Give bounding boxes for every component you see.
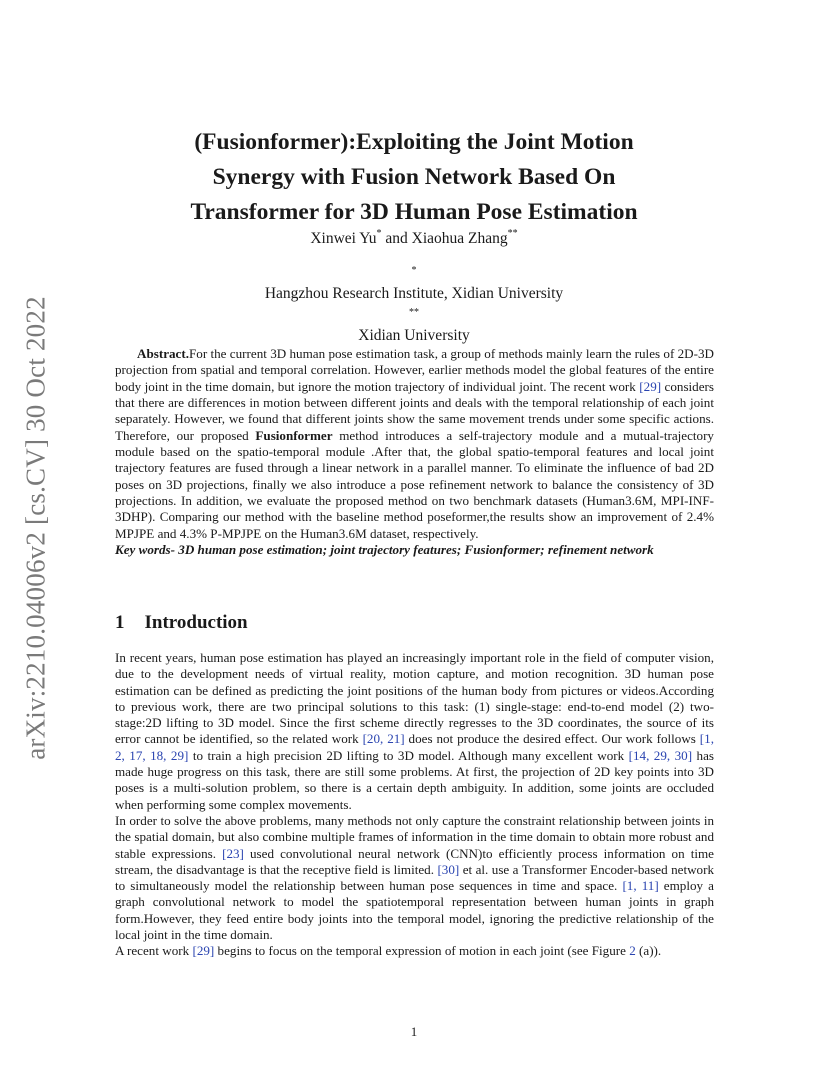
paragraph-text: to train a high precision 2D lifting to 3D model. Although many excellent work <box>188 747 629 763</box>
author-mark: ** <box>507 228 518 239</box>
paragraph <box>115 943 714 959</box>
affiliation <box>110 304 718 346</box>
affiliations <box>110 262 718 346</box>
arxiv-sidebar <box>10 288 62 768</box>
section-number: 1 <box>115 612 125 633</box>
paper-title <box>110 125 718 230</box>
citation-link[interactable]: [30] <box>437 861 460 877</box>
paragraph-text: (a)). <box>635 943 662 959</box>
paragraph-text: A recent work <box>115 943 193 959</box>
paragraph <box>115 813 714 943</box>
paragraph-text: employ a graph convolutional network to model the spatiotemporal representation between human joints in graph form.However, they feed entire body joints into the temporal model, ignoring the predictive relationship of the local joint in the time domain. <box>115 878 714 943</box>
author-name: Xiaohua Zhang <box>411 230 508 247</box>
abstract-text: considers that there are differences in motion between different joints and deals with the temporal relationship of each joint separately. However, we found that different joints show the same movement trends under some specific actions. Therefore, our proposed <box>115 378 714 443</box>
paragraph-text: et al. use a Transformer Encoder-based network to simultaneously model the relationship between human pose sequences in time and space. <box>115 861 715 894</box>
citation-link[interactable]: [29] <box>639 378 662 394</box>
arxiv-identifier: arXiv:2210.04006v2 [cs.CV] 30 Oct 2022 <box>20 296 51 760</box>
affiliation-text: Hangzhou Research Institute, Xidian University <box>264 285 564 302</box>
affiliation-mark: * <box>411 265 417 276</box>
abstract <box>115 346 714 558</box>
abstract-text: method introduces a self-trajectory module and a mutual-trajectory module based on the spatio-temporal module .After that, the global spatio-temporal features and local joint trajectory features are fused through a linear network in a parallel manner. To eliminate the influence of bad 2D poses on 3D projections, finally we also introduce a pose refinement network to balance the consistency of 3D projections. In addition, we evaluate the proposed method on two benchmark datasets (Human3.6M, MPI-INF-3DHP). Comparing our method with the baseline method poseformer,the results show an improvement of 2.4% MPJPE and 4.3% P-MPJPE on the Human3.6M dataset, respectively. <box>115 427 714 541</box>
section-title: Introduction <box>144 612 248 633</box>
abstract-label: Abstract. <box>137 346 189 361</box>
citation-link[interactable]: [29] <box>192 943 215 959</box>
paragraph <box>115 650 714 813</box>
keywords: Key words- 3D human pose estimation; joint trajectory features; Fusionformer; refinement network <box>115 542 654 558</box>
title-line: (Fusionformer):Exploiting the Joint Motion <box>194 129 634 155</box>
paragraph-text: begins to focus on the temporal expression of motion in each joint (see Figure <box>214 943 630 959</box>
author-list <box>110 230 718 248</box>
title-line: Transformer for 3D Human Pose Estimation <box>190 199 638 225</box>
author-conjunction: and <box>381 230 412 247</box>
page-number: 1 <box>410 1024 418 1039</box>
figure-link[interactable]: 2 <box>629 943 636 959</box>
paragraph-text: does not produce the desired effect. Our work follows <box>404 731 700 747</box>
introduction-body <box>115 650 714 960</box>
title-line: Synergy with Fusion Network Based On <box>212 164 616 190</box>
citation-link[interactable]: [20, 21] <box>362 731 405 747</box>
citation-link[interactable]: [14, 29, 30] <box>628 747 693 763</box>
paragraph-text: used convolutional neural network (CNN)to efficiently process information on time stream, the disadvantage is that the receptive field is limited. <box>115 845 714 877</box>
citation-link[interactable]: [1, 11] <box>622 878 659 894</box>
method-name: Fusionformer <box>255 427 333 443</box>
abstract-text: For the current 3D human pose estimation task, a group of methods mainly learn the rules of 2D-3D projection from spatial and temporal correlation. However, earlier methods model the global features of the entire body joint in the time domain, but ignore the motion trajectory of individual joint. The recent work <box>115 346 714 394</box>
citation-link[interactable]: [23] <box>222 845 244 861</box>
paragraph-text: has made huge progress on this task, there are still some problems. At first, the projection of 2D key points into 3D poses is a multi-solution problem, so there is a certain depth ambiguity. In addition, some joints are occluded when performing some complex movements. <box>115 747 714 812</box>
citation-link[interactable]: [1, 2, 17, 18, 29] <box>115 731 714 763</box>
author-name: Xinwei Yu <box>310 230 377 247</box>
author-mark: * <box>376 228 382 239</box>
affiliation-mark: ** <box>409 307 419 318</box>
affiliation <box>110 262 718 304</box>
paragraph-text: In recent years, human pose estimation has played an increasingly important role in the field of computer vision, due to the development needs of virtual reality, motion capture, and motion recognition. 3D human pose estimation can be defined as predicting the joint positions of the human body from pictures or videos.According to previous work, there are two principal solutions to this task: (1) single-stage: end-to-end model (2) two-stage:2D lifting to 3D model. Since the first scheme directly regresses to the 3D coordinates, the source of its error cannot be identified, so the related work <box>115 650 714 747</box>
affiliation-text: Xidian University <box>358 327 470 344</box>
paragraph-text: In order to solve the above problems, many methods not only capture the constraint relationship between joints in the spatial domain, but also combine multiple frames of information in the time domain to obtain more robust and stable expressions. <box>115 812 714 861</box>
section-heading <box>115 612 248 634</box>
